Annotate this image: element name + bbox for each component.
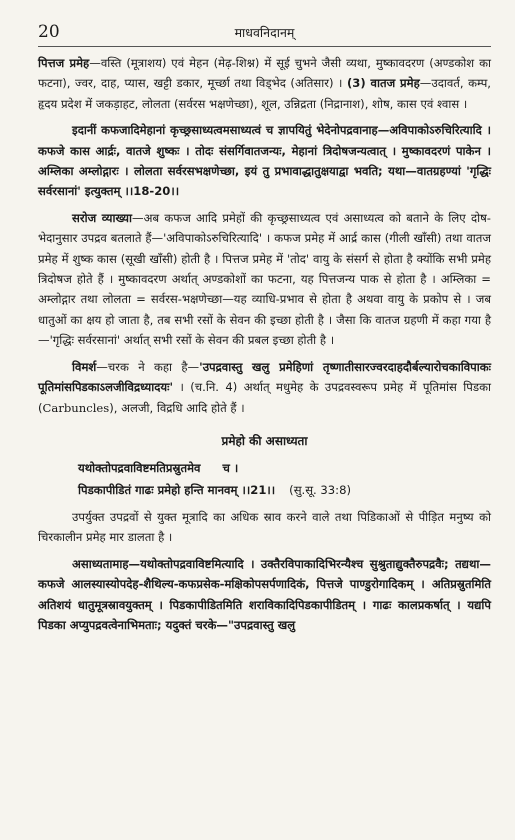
- translation-text: उपर्युक्त उपद्रवों से युक्त मूत्रादि का अधिक स्राव करने वाले तथा पिडिकाओं से पीड़ित मनुष्य को चिरकालीन प्रमेह मार डालता है ।: [38, 509, 491, 545]
- verse-reference: (सु.सू. 33:8): [289, 482, 351, 497]
- section-heading: प्रमेहो की असाध्यता: [221, 433, 308, 448]
- verse-line-1-part-a: यथोक्तोपद्रवाविष्टमतिप्रस्रुतमेव: [78, 460, 201, 475]
- commentary-text: इदानीं कफजादिमेहानां कृच्छ्रसाध्यत्वमसाध्यत्वं च ज्ञापयितुं भेदेनोपद्रवानाह—अविपाकोऽरुचिरित्यादि । कफजे कास आर्द्रः, वातजे शुष्कः । तोदः संसर्गिवातजन्यः, मेहानां त्रिदोषजन्यत्वात् । मुष्कावदरणं पाकेन । अम्लिका अम्लोद्गारः । लोलता सर्वरसभक्षणेच्छा, इयं तु प्रभावाद्धातुक्षयाद्वा भवति; यथा—वातग्रहण्यां 'गृद्धिः सर्वरसानां' इत्युक्तम् ।।18-20।।: [38, 123, 491, 199]
- term-pittaj-prameha: पित्तज प्रमेह: [38, 56, 90, 70]
- hindi-translation-paragraph: [38, 507, 491, 548]
- text-segment: —चरक ने कहा है—: [96, 359, 200, 374]
- saroj-vyakhya-paragraph: [38, 208, 491, 351]
- term-vimarsh: विमर्श: [72, 359, 97, 374]
- sanskrit-commentary-1: [38, 120, 491, 202]
- vimarsh-paragraph: [38, 357, 491, 418]
- verse-line-1-part-b: च ।: [222, 460, 239, 475]
- text-segment: —वस्ति (मूत्राशय) एवं मेहन (मेढ़-शिश्न) में सूई चुभने जैसी व्यथा, मुष्कावदरण (अण्डकोश का फटना), ज्वर, दाह, प्यास, खट्टी डकार, मूर्च्छा तथा विड्भेद (अतिसार) ।: [38, 56, 491, 91]
- text-segment: —अब कफज आदि प्रमेहों की कृच्छ्रसाध्यत्व एवं असाध्यत्व को बताने के लिए दोष-भेदानुसार उपद्रव बतलाते हैं—'अविपाकोऽरुचिरित्यादि' । कफज प्रमेह में आर्द्र कास (गीली खाँसी) तथा वातज प्रमेह में शुष्क कास (सूखी खाँसी) होती है । पित्तज प्रमेह में 'तोद' वायु के संसर्ग से होता है क्योंकि सभी प्रमेह त्रिदोषज होते हैं । मुष्कावदरण अर्थात् अण्डकोशों का फटना, यह पित्तजन्य पाक से होता है । अम्लिका = अम्लोद्गार तथा लोलता = सर्वरस-भक्षणेच्छा—यह व्याधि-प्रभाव से होता है अथवा वायु के प्रकोप से । जब धातुओं का क्षय हो जाता है, तब सभी रसों के सेवन की इच्छा होती है । जैसा कि वातज ग्रहणी में कहा गया है—'गृद्धिः सर्वरसानां' अर्थात् सभी रसों के सेवन की प्रबल इच्छा होती है ।: [38, 210, 491, 348]
- text-segment: —उदावर्त, कम्प, हृदय प्रदेश में जकड़ाहट, लोलता (सर्वरस भक्षणेच्छा), शूल, उन्निद्रता (निद्रानाश), शोष, कास एवं श्वास ।: [38, 76, 491, 111]
- verse-block: [38, 457, 491, 501]
- verse-line-2-text: पिडकापीडितं गाढः प्रमेहो हन्ति मानवम् ।।21।।: [78, 482, 276, 497]
- sanskrit-commentary-2: [38, 554, 491, 636]
- commentary-text: असाध्यतामाह—यथोक्तोपद्रवाविष्टमित्यादि । उक्तैरविपाकादिभिरन्यैश्च सुश्रुताद्युक्तैरुपद्रवैः; तद्यथा—कफजे आलस्यास्योपदेह-शैथिल्य-कफप्रसेक-मक्षिकोपसर्पणादिकं, पित्तजे पाण्डुरोगादिकम् । अतिप्रस्रुतमिति अतिशयं धातुमूत्रस्रावयुक्तम् । पिडकापीडितमिति शराविकादिपिडकापीडितम् । गाढः कालप्रकर्षात् । यद्यपि पिडका अप्युपद्रवत्वेनाभिमताः; यदुक्तं चरके—"उपद्रवास्तु खलु: [38, 556, 491, 632]
- term-vataj-prameha: (3) वातज प्रमेह: [346, 76, 420, 91]
- verse-line-2: [78, 479, 491, 501]
- paragraph-pittaj-vataj: [38, 53, 491, 114]
- page-number: 20: [38, 22, 60, 42]
- verse-line-1: [78, 457, 491, 479]
- text-segment: । (च.नि. 4) अर्थात् मधुमेह के उपद्रवस्वरूप प्रमेह में पूतिमांस पिडका (: [38, 380, 491, 415]
- page-header: [38, 22, 491, 47]
- charak-quote: 'उपद्रवास्तु खलु प्रमेहिणां तृष्णातीसारज्वरदाहदौर्बल्यारोचकाविपाकः पूतिमांसपिडकाऽलजीविद्रध्यादयः': [38, 359, 491, 395]
- running-title: माधवनिदानम्: [234, 25, 295, 40]
- text-segment: ), अलजी, विद्रधि आदि होते हैं ।: [109, 400, 245, 415]
- term-saroj-vyakhya: सरोज व्याख्या: [72, 210, 133, 225]
- latin-term: Carbuncles: [42, 400, 110, 415]
